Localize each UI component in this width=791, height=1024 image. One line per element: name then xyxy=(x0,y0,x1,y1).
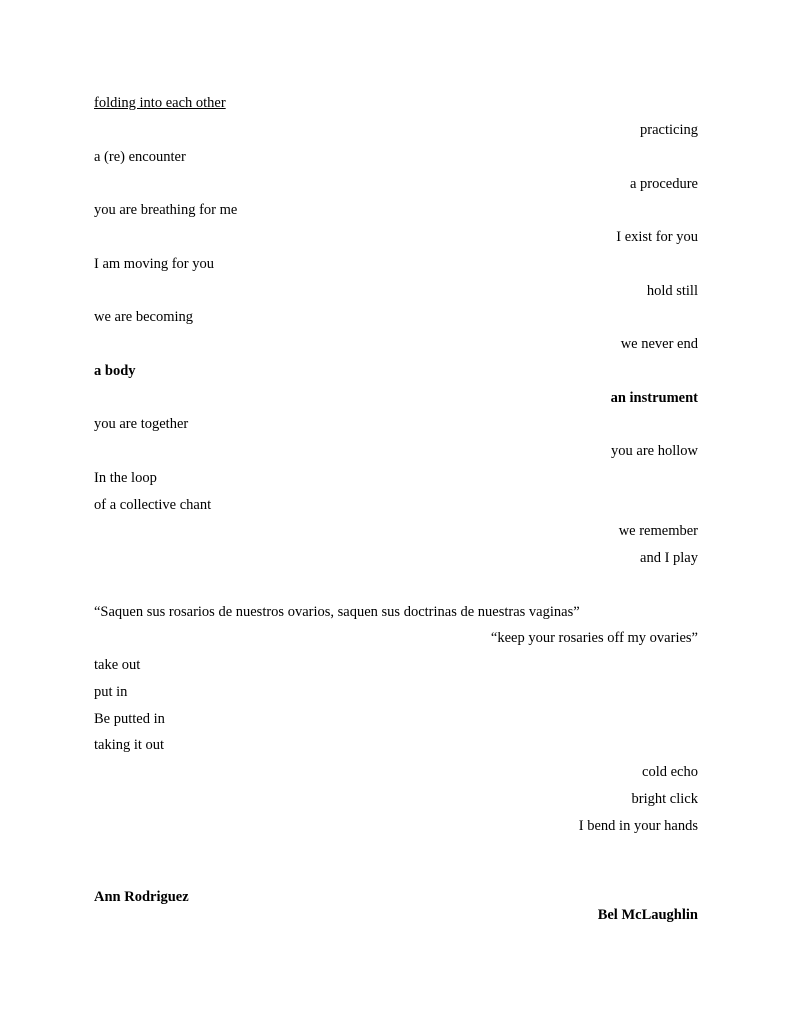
poem-line-left-bold: a body xyxy=(94,363,136,379)
poem-line-left: Be putted in xyxy=(94,711,165,727)
poem-line-right: bright click xyxy=(631,791,698,807)
poem-line-left: a (re) encounter xyxy=(94,149,186,165)
poem-line-left: you are breathing for me xyxy=(94,202,238,218)
poem-line-right: we remember xyxy=(618,523,698,539)
poem-line-left: you are together xyxy=(94,416,189,432)
poem-quote-spanish: “Saquen sus rosarios de nuestros ovarios, saquen sus doctrinas de nuestras vaginas” xyxy=(94,604,580,620)
poem-line-right: a procedure xyxy=(629,176,698,192)
poem-line-right: we never end xyxy=(620,336,698,352)
poem-line-right: and I play xyxy=(640,550,698,566)
poem-line-left: In the loop xyxy=(94,470,157,486)
poem-line-right: practicing xyxy=(640,122,698,138)
poem-line-left: taking it out xyxy=(94,737,165,753)
author-left: Ann Rodriguez xyxy=(94,889,189,905)
poem-line-left: put in xyxy=(94,684,128,700)
poem-line-left: of a collective chant xyxy=(94,497,212,513)
poem-line-left: I am moving for you xyxy=(94,256,215,272)
poem-line-right: I exist for you xyxy=(616,229,698,245)
poem-line-right-bold: an instrument xyxy=(610,390,698,406)
poem-quote-english: “keep your rosaries off my ovaries” xyxy=(490,630,698,646)
poem-line-right: I bend in your hands xyxy=(578,818,698,834)
poem-line-right: cold echo xyxy=(642,764,698,780)
poem-title: folding into each other xyxy=(94,95,226,111)
poem-line-right: hold still xyxy=(646,283,698,299)
poem-line-right: you are hollow xyxy=(611,443,698,459)
author-right: Bel McLaughlin xyxy=(597,907,698,923)
poem-line-left: take out xyxy=(94,657,141,673)
poem-line-left: we are becoming xyxy=(94,309,194,325)
